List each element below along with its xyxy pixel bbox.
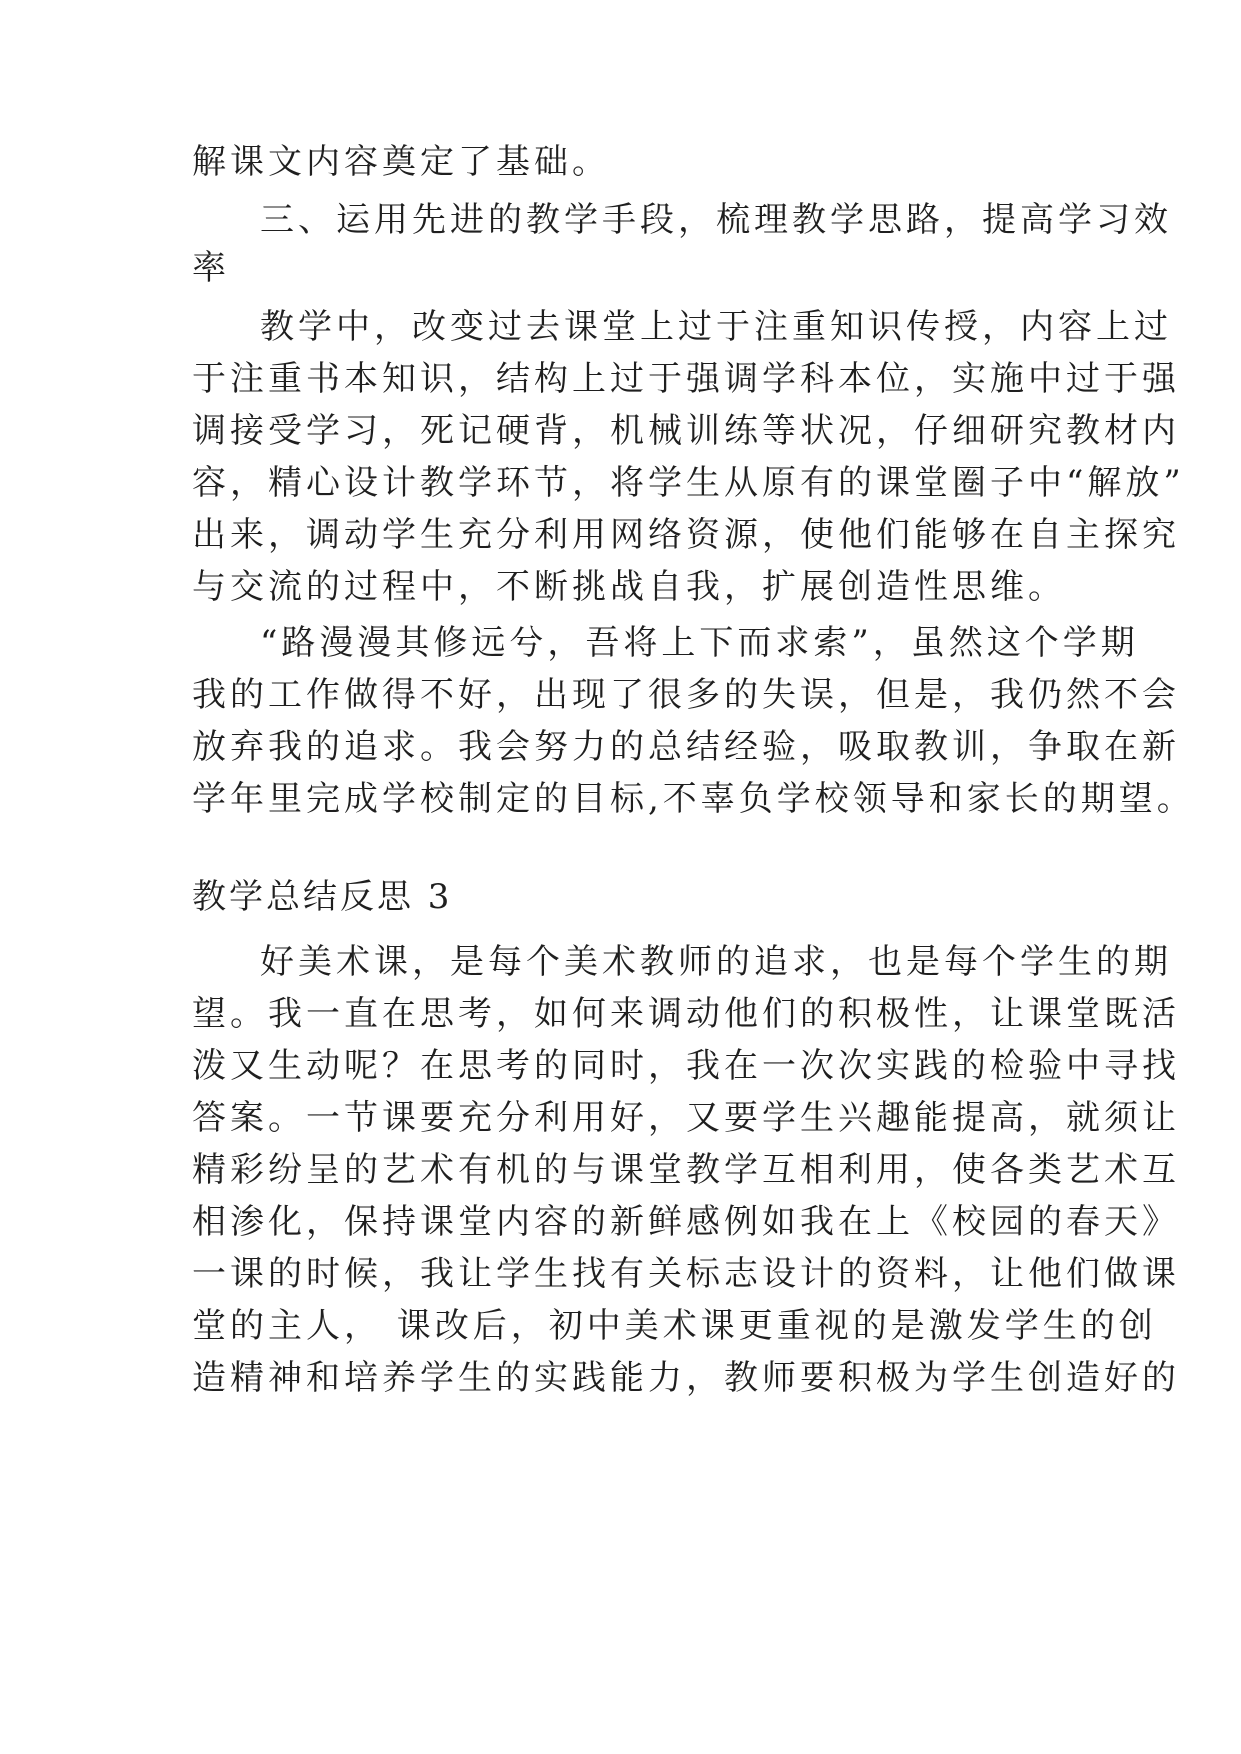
text-line: 放弃我的追求。我会努力的总结经验，吸取教训，争取在新 — [192, 727, 1180, 767]
paragraph-start: 教学中，改变过去课堂上过于注重知识传授，内容上过 — [260, 307, 1172, 347]
text-line: 一课的时候，我让学生找有关标志设计的资料，让他们做课 — [192, 1254, 1180, 1294]
text-line: 堂的主人， 课改后，初中美术课更重视的是激发学生的创 — [192, 1306, 1157, 1346]
text-line: 造精神和培养学生的实践能力，教师要积极为学生创造好的 — [192, 1358, 1180, 1398]
text-line: 出来，调动学生充分利用网络资源，使他们能够在自主探究 — [192, 515, 1180, 555]
text-line: 于注重书本知识，结构上过于强调学科本位，实施中过于强 — [192, 359, 1180, 399]
text-line: 望。我一直在思考，如何来调动他们的积极性，让课堂既活 — [192, 994, 1180, 1034]
text-line: 调接受学习，死记硬背，机械训练等状况，仔细研究教材内 — [192, 411, 1180, 451]
paragraph-start: “路漫漫其修远兮，吾将上下而求索”，虽然这个学期 — [260, 623, 1139, 663]
text-line: 泼又生动呢？在思考的同时，我在一次次实践的检验中寻找 — [192, 1046, 1180, 1086]
section-heading: 三、运用先进的教学手段，梳理教学思路，提高学习效 — [260, 200, 1172, 240]
text-line: 率 — [192, 248, 230, 288]
text-line: 精彩纷呈的艺术有机的与课堂教学互相利用，使各类艺术互 — [192, 1150, 1180, 1190]
text-line: 与交流的过程中，不断挑战自我，扩展创造性思维。 — [192, 567, 1066, 607]
text-line: 解课文内容奠定了基础。 — [192, 142, 610, 182]
text-line: 我的工作做得不好，出现了很多的失误，但是，我仍然不会 — [192, 675, 1180, 715]
text-line: 容，精心设计教学环节，将学生从原有的课堂圈子中“解放” — [192, 463, 1185, 503]
text-line: 相渗化，保持课堂内容的新鲜感例如我在上《校园的春天》 — [192, 1202, 1180, 1242]
paragraph-start: 好美术课，是每个美术教师的追求，也是每个学生的期 — [260, 942, 1172, 982]
section-title: 教学总结反思 3 — [192, 877, 453, 917]
text-line: 学年里完成学校制定的目标,不辜负学校领导和家长的期望。 — [192, 779, 1195, 819]
text-line: 答案。一节课要充分利用好，又要学生兴趣能提高，就须让 — [192, 1098, 1180, 1138]
